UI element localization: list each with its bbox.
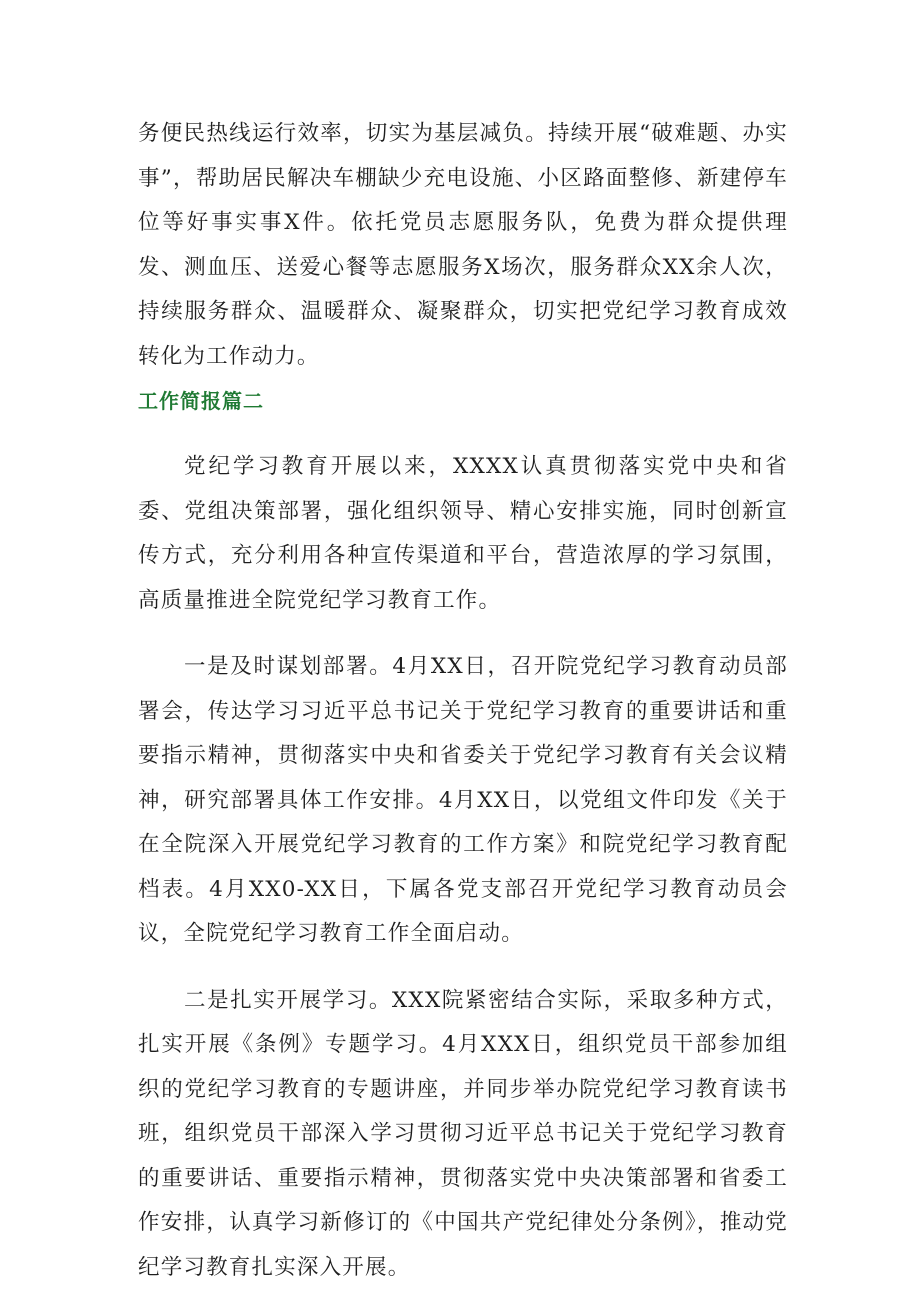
document-body — [138, 112, 788, 1290]
point-two-paragraph: 二是扎实开展学习。XXX院紧密结合实际，采取多种方式，扎实开展《条例》专题学习。4月XXX日，组织党员干部参加组织的党纪学习教育的专题讲座，并同步举办院党纪学习教育读书班，组织党员干部深入学习贯彻习近平总书记关于党纪学习教育的重要讲话、重要指示精神，贯彻落实党中央决策部署和省委工作安排，认真学习新修订的《中国共产党纪律处分条例》，推动党纪学习教育扎实深入开展。 — [138, 987, 788, 1280]
section-title: 工作简报篇二 — [138, 389, 264, 413]
intro-paragraph: 党纪学习教育开展以来，XXXX认真贯彻落实党中央和省委、党组决策部署，强化组织领导、精心安排实施，同时创新宣传方式，充分利用各种宣传渠道和平台，营造浓厚的学习氛围，高质量推进全院党纪学习教育工作。 — [138, 454, 788, 613]
continuation-paragraph: 务便民热线运行效率，切实为基层减负。持续开展“破难题、办实事”，帮助居民解决车棚缺少充电设施、小区路面整修、新建停车位等好事实事X件。依托党员志愿服务队，免费为群众提供理发、测血压、送爱心餐等志愿服务X场次，服务群众XX余人次，持续服务群众、温暖群众、凝聚群众，切实把党纪学习教育成效转化为工作动力。 — [138, 121, 788, 369]
point-one-paragraph: 一是及时谋划部署。4月XX日，召开院党纪学习教育动员部署会，传达学习习近平总书记关于党纪学习教育的重要讲话和重要指示精神，贯彻落实中央和省委关于党纪学习教育有关会议精神，研究部署具体工作安排。4月XX日，以党组文件印发《关于在全院深入开展党纪学习教育的工作方案》和院党纪学习教育配档表。4月XX0-XX日，下属各党支部召开党纪学习教育动员会议，全院党纪学习教育工作全面启动。 — [138, 654, 788, 946]
